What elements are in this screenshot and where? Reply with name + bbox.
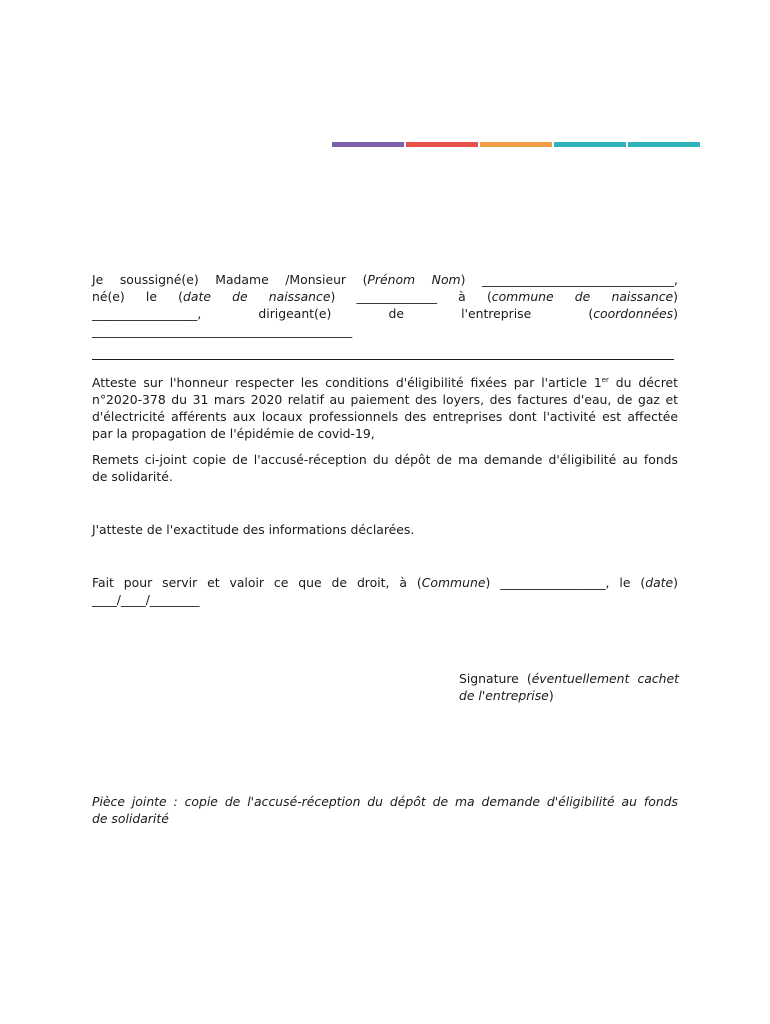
text: )	[673, 575, 678, 590]
text: de l'entreprise	[459, 688, 549, 703]
fait-line-2: ____/____/________	[92, 592, 200, 607]
attestation-paragraph	[92, 374, 678, 442]
placeholder-birthdate: date de naissance	[183, 289, 331, 304]
text: )	[673, 289, 678, 304]
text: du décret	[608, 375, 679, 390]
text: Atteste sur l'honneur respecter les conditions d'éligibilité fixées par l'article 1	[92, 375, 602, 390]
signature-line-1	[459, 670, 679, 687]
blank-line-rule	[92, 359, 674, 360]
signature-block	[459, 670, 679, 704]
remets-paragraph	[92, 451, 678, 485]
remets-line-1: Remets ci-joint copie de l'accusé-réception du dépôt de ma demande d'éligibilité au fonds	[92, 452, 678, 467]
placeholder-name: Prénom Nom	[367, 272, 461, 287]
placeholder-commune: Commune	[421, 575, 486, 590]
text: Je soussigné(e) Madame /Monsieur (	[92, 272, 368, 287]
attest-line-2: n°2020-378 du 31 mars 2020 relatif au paiement des loyers, des factures d'eau, de gaz et	[92, 392, 678, 407]
text: éventuellement cachet	[531, 671, 679, 686]
fait-line-1	[92, 574, 678, 591]
fait-paragraph	[92, 574, 678, 608]
color-segment-teal	[554, 142, 626, 147]
color-segment-purple	[332, 142, 404, 147]
superscript: er	[601, 375, 609, 384]
text: _________________, dirigeant(e) de l'entreprise (	[92, 306, 594, 321]
text: )	[548, 688, 554, 703]
color-segment-red	[406, 142, 478, 147]
remets-line-2: de solidarité.	[92, 469, 173, 484]
text: ) _____________ à (	[330, 289, 492, 304]
placeholder-coordinates: coordonnées	[593, 306, 674, 321]
exactitude-statement	[92, 521, 678, 538]
color-segment-orange	[480, 142, 552, 147]
text: Fait pour servir et valoir ce que de droit, à (	[92, 575, 422, 590]
attest-line-4: par la propagation de l'épidémie de covid-19,	[92, 426, 375, 441]
placeholder-birthplace: commune de naissance	[491, 289, 674, 304]
text: né(e) le (	[92, 289, 184, 304]
color-segment-teal-2	[628, 142, 700, 147]
attest-line-3: d'électricité afférents aux locaux professionnels des entreprises dont l'activité est affectée	[92, 409, 678, 424]
text: ) _______________________________,	[460, 272, 678, 287]
attachment-line-1: Pièce jointe : copie de l'accusé-réception du dépôt de ma demande d'éligibilité au fonds	[92, 794, 678, 809]
attest-line-1	[92, 374, 678, 391]
text: )	[673, 306, 678, 321]
header-color-bar	[332, 142, 700, 147]
identity-line-2	[92, 288, 678, 305]
text: Signature (	[459, 671, 532, 686]
identity-line-1	[92, 271, 678, 288]
identity-line-4: __________________________________________	[92, 323, 353, 338]
signature-line-2	[459, 687, 679, 704]
identity-line-3	[92, 305, 678, 322]
exactitude-text: J'atteste de l'exactitude des informations déclarées.	[92, 522, 415, 537]
identity-paragraph	[92, 271, 678, 339]
attachment-line-2: de solidarité	[92, 811, 169, 826]
placeholder-date: date	[645, 575, 674, 590]
text: ) _________________, le (	[485, 575, 646, 590]
attachment-note	[92, 793, 678, 827]
